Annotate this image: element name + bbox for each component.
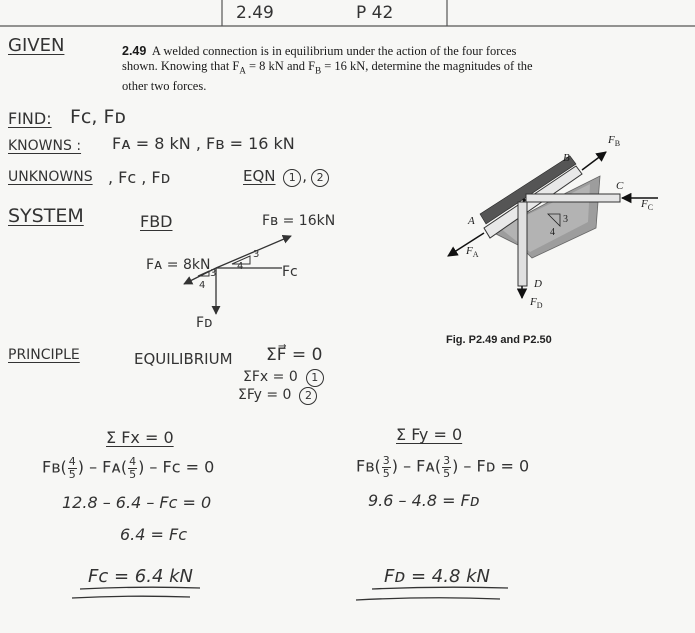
principle-eq2-text: ΣFy = 0 <box>238 387 292 403</box>
problem-sub-b: B <box>315 65 322 76</box>
eqn-num-1: 1 <box>283 169 301 187</box>
fbd-fd-label: Fᴅ <box>196 315 213 331</box>
figure-slope-3: 3 <box>563 214 568 225</box>
fbd-fc-label: Fᴄ <box>282 264 298 280</box>
problem-text-3: = 16 kN, determine the magnitudes of the other two forces. <box>122 59 533 93</box>
eqn-num-2: 2 <box>311 169 329 187</box>
unknowns-value: , Fᴄ , Fᴅ <box>108 168 171 187</box>
header-problem-number: 2.49 <box>236 3 274 23</box>
sum-x-result: Fᴄ = 6.4 kN <box>88 566 194 587</box>
eqn-reference: EQN 1 , 2 <box>243 169 329 187</box>
fbd-fb-label: Fʙ = 16kN <box>262 213 336 229</box>
problem-text-2: = 8 kN and F <box>245 59 316 73</box>
principle-label: PRINCIPLE <box>8 347 80 363</box>
figure-force-fc: $F_C$ <box>641 198 654 213</box>
problem-text-1: A welded connection is in equilibrium under the action of the four forces shown. Knowing that F <box>122 44 517 73</box>
principle-eq-main: ΣF⃗ = 0 <box>266 345 323 365</box>
find-label: FIND: <box>8 109 52 128</box>
eqn-label: EQN <box>243 167 276 185</box>
fbd-slope-b-4: 4 <box>237 261 244 272</box>
figure-label-c: C <box>616 180 624 192</box>
figure-force-fb: $F_B$ <box>608 134 621 149</box>
sum-x-end: – Fᴄ = 0 <box>144 457 215 477</box>
figure-label-a: A <box>468 215 475 227</box>
sum-y-equation: Fʙ( $\frac{3}{5}$ ) – Fᴀ( $\frac{3}{5}$ ) – Fᴅ = 0 <box>356 454 530 480</box>
figure-caption: Fig. P2.49 and P2.50 <box>446 334 552 346</box>
principle-value: EQUILIBRIUM <box>134 350 233 368</box>
figure-label-b: B <box>563 152 570 164</box>
sum-y-frac-2: $\frac{3}{5}$ <box>443 454 451 480</box>
sum-y-title: Σ Fy = 0 <box>396 425 463 444</box>
figure-slope-4: 4 <box>550 227 555 238</box>
sum-y-fb: Fʙ <box>356 456 375 476</box>
sum-x-line-2: 12.8 – 6.4 – Fᴄ = 0 <box>62 493 212 512</box>
sum-y-result: Fᴅ = 4.8 kN <box>384 566 491 587</box>
sum-x-mid: – Fᴀ <box>83 457 121 477</box>
fbd-label: FBD <box>140 212 173 231</box>
figure-force-fa: $F_A$ <box>466 245 479 260</box>
system-label: SYSTEM <box>8 205 84 227</box>
sum-x-line-3: 6.4 = Fᴄ <box>120 525 188 544</box>
sum-x-frac-1: $\frac{4}{5}$ <box>68 455 76 481</box>
problem-sub-a: A <box>239 65 246 76</box>
sum-y-mid: – Fᴀ <box>397 456 435 476</box>
sum-x-fb: Fʙ <box>42 457 61 477</box>
fbd-slope-a-3: 3 <box>210 268 217 279</box>
figure-label-d: D <box>534 278 542 290</box>
find-value: Fᴄ, Fᴅ <box>70 106 126 128</box>
sum-y-frac-1: $\frac{3}{5}$ <box>382 454 390 480</box>
fbd-slope-b-3: 3 <box>253 249 260 260</box>
sum-y-line-2: 9.6 – 4.8 = Fᴅ <box>368 491 480 510</box>
knowns-label: KNOWNS : <box>8 138 82 154</box>
sum-y-end: – Fᴅ = 0 <box>458 456 530 476</box>
knowns-value: Fᴀ = 8 kN , Fʙ = 16 kN <box>112 134 295 153</box>
sum-x-equation: Fʙ( $\frac{4}{5}$ ) – Fᴀ( $\frac{4}{5}$ ) – Fᴄ = 0 <box>42 455 215 481</box>
sum-x-title: Σ Fx = 0 <box>106 428 174 447</box>
principle-eq1-num: 1 <box>306 369 324 387</box>
principle-eq1-text: ΣFx = 0 <box>243 369 298 385</box>
fbd-slope-a-4: 4 <box>199 280 206 291</box>
header-page-ref: P 42 <box>356 3 394 23</box>
unknowns-label: UNKNOWNS <box>8 169 93 185</box>
principle-eq2-num: 2 <box>299 387 317 405</box>
given-label: GIVEN <box>8 35 65 56</box>
sum-x-frac-2: $\frac{4}{5}$ <box>129 455 137 481</box>
problem-number: 2.49 <box>122 44 147 58</box>
figure-force-fd: $F_D$ <box>530 296 543 311</box>
fbd-fa-label: Fᴀ = 8kN <box>146 257 211 273</box>
